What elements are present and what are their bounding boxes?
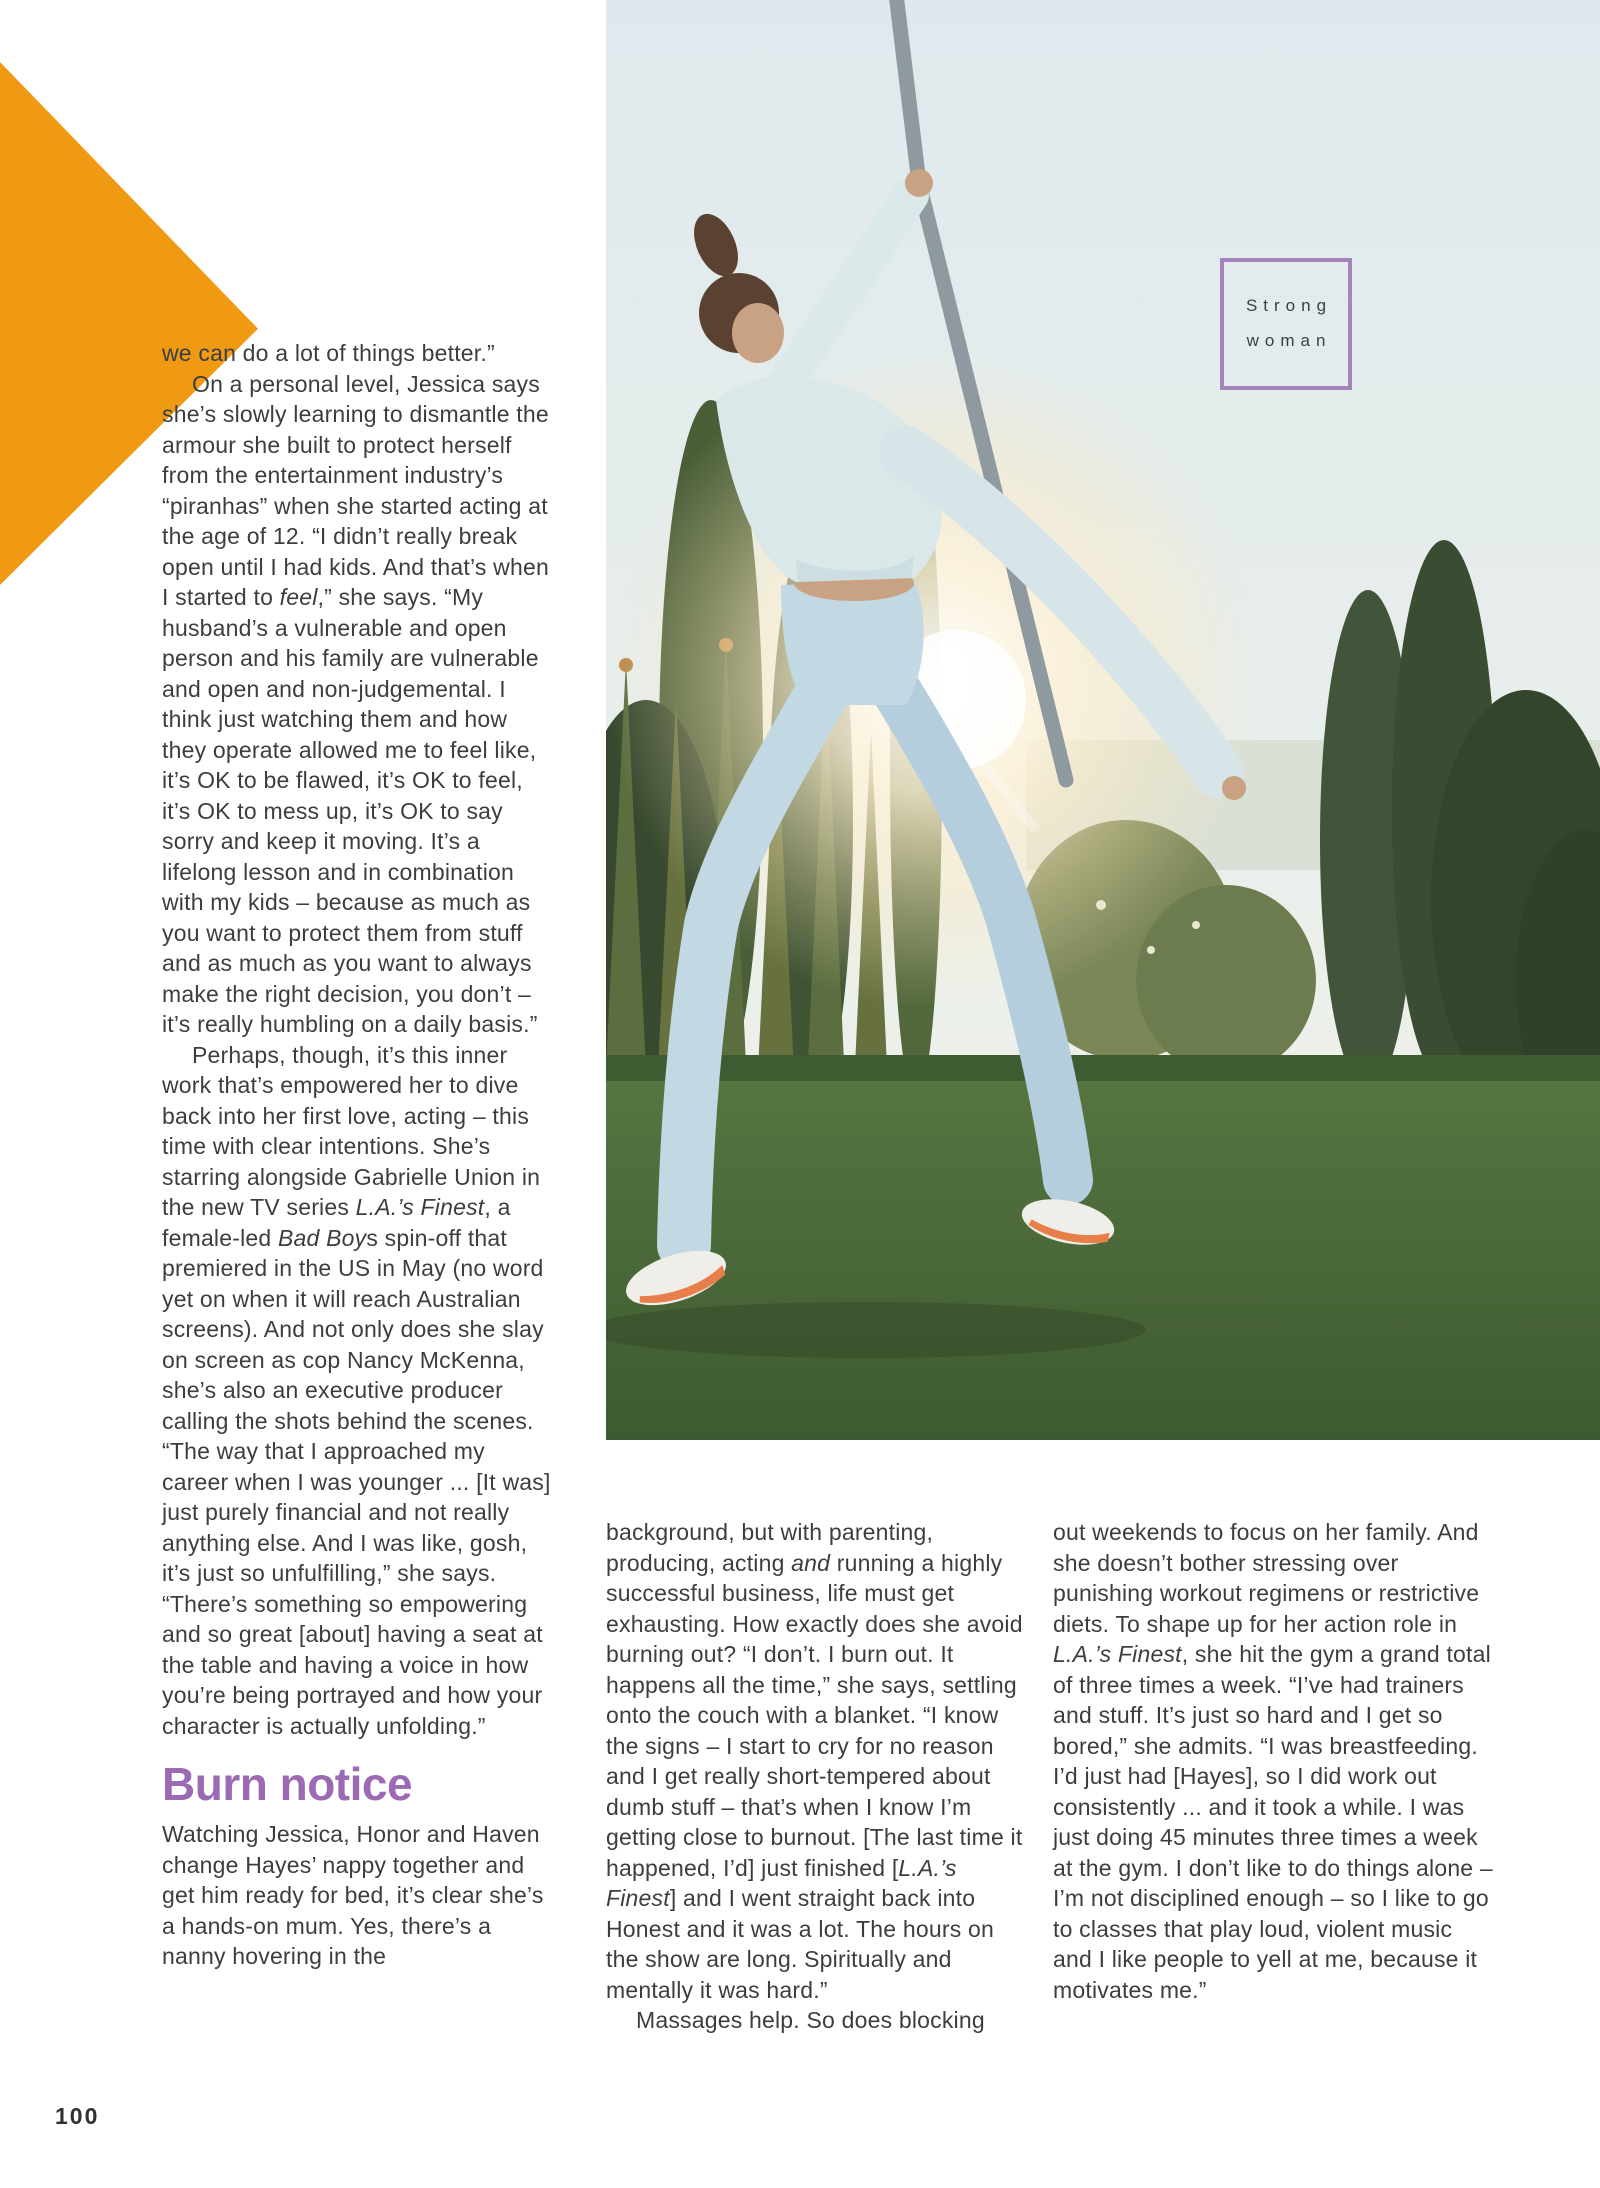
left-column-after-heading <box>162 1819 554 1972</box>
right-column-body <box>1053 1517 1493 2005</box>
paragraph: we can do a lot of things better.” <box>162 340 495 366</box>
article-column-left <box>162 338 554 1972</box>
paragraph: Massages help. So does blocking <box>636 2007 985 2033</box>
article-column-right <box>1053 1517 1493 2005</box>
page-number: 100 <box>55 2103 100 2129</box>
paragraph: background, but with parenting, producing, acting and running a highly successful business, life must get exhausting. How exactly does she avoid burning out? “I don’t. I burn out. It happens all the time,” she says, settling onto the couch with a blanket. “I know the signs – I start to cry for no reason and I get really short-tempered about dumb stuff – that’s when I know I’m getting close to burnout. [The last time it happened, I’d] just finished [L.A.’s Finest] and I went straight back into Honest and it was a lot. The hours on the show are long. Spiritually and mentally it was hard.” <box>606 1519 1023 2003</box>
grass <box>606 1055 1600 1440</box>
hero-photo <box>606 0 1600 1440</box>
paragraph: Watching Jessica, Honor and Haven change Hayes’ nappy together and get him ready for bed, it’s clear she’s a hands-on mum. Yes, there’s a nanny hovering in the <box>162 1821 544 1969</box>
left-column-body <box>162 338 554 1741</box>
badge-line-2: woman <box>1246 331 1332 350</box>
strong-woman-badge <box>1220 258 1352 390</box>
paragraph: On a personal level, Jessica says she’s slowly learning to dismantle the armour she built to protect herself from the entertainment industry’s “piranhas” when she started acting at the age of 12. “I didn’t really break open until I had kids. And that’s when I started to feel,” she says. “My husband’s a vulnerable and open person and his family are vulnerable and open and non-judgemental. I think just watching them and how they operate allowed me to feel like, it’s OK to be flawed, it’s OK to feel, it’s OK to mess up, it’s OK to say sorry and keep it moving. It’s a lifelong lesson and in combination with my kids – because as much as you want to protect them from stuff and as much as you want to always make the right decision, you don’t – it’s really humbling on a daily basis.” <box>162 370 549 1037</box>
paragraph: out weekends to focus on her family. And she doesn’t bother stressing over punishing workout regimens or restrictive diets. To shape up for her action role in L.A.’s Finest, she hit the gym a grand total of three times a week. “I’ve had trainers and stuff. It’s just so hard and I get so bored,” she admits. “I was breastfeeding. I’d just had [Hayes], so I did work out consistently ... and it took a while. I was just doing 45 minutes three times a week at the gym. I don’t like to do things alone – I’m not disciplined enough – so I like to go to classes that play loud, violent music and I like people to yell at me, because it motivates me.” <box>1053 1519 1493 2003</box>
article-column-middle <box>606 1517 1026 2036</box>
hero-photo-illustration <box>606 0 1600 1440</box>
section-heading-burn-notice: Burn notice <box>162 1758 413 1810</box>
badge-line-1: Strong <box>1245 296 1333 316</box>
middle-column-body <box>606 1517 1026 2036</box>
paragraph: Perhaps, though, it’s this inner work that’s empowered her to dive back into her first love, acting – this time with clear intentions. She’s starring alongside Gabrielle Union in the new TV series L.A.’s Finest, a female-led Bad Boys spin-off that premiered in the US in May (no word yet on when it will reach Australian screens). And not only does she slay on screen as cop Nancy McKenna, she’s also an executive producer calling the shots behind the scenes. “The way that I approached my career when I was younger ... [It was] just purely financial and not really anything else. And I was like, gosh, it’s just so unfulfilling,” she says. “There’s something so empowering and so great [about] having a seat at the table and having a voice in how you’re being portrayed and how your character is actually unfolding.” <box>162 1041 551 1739</box>
